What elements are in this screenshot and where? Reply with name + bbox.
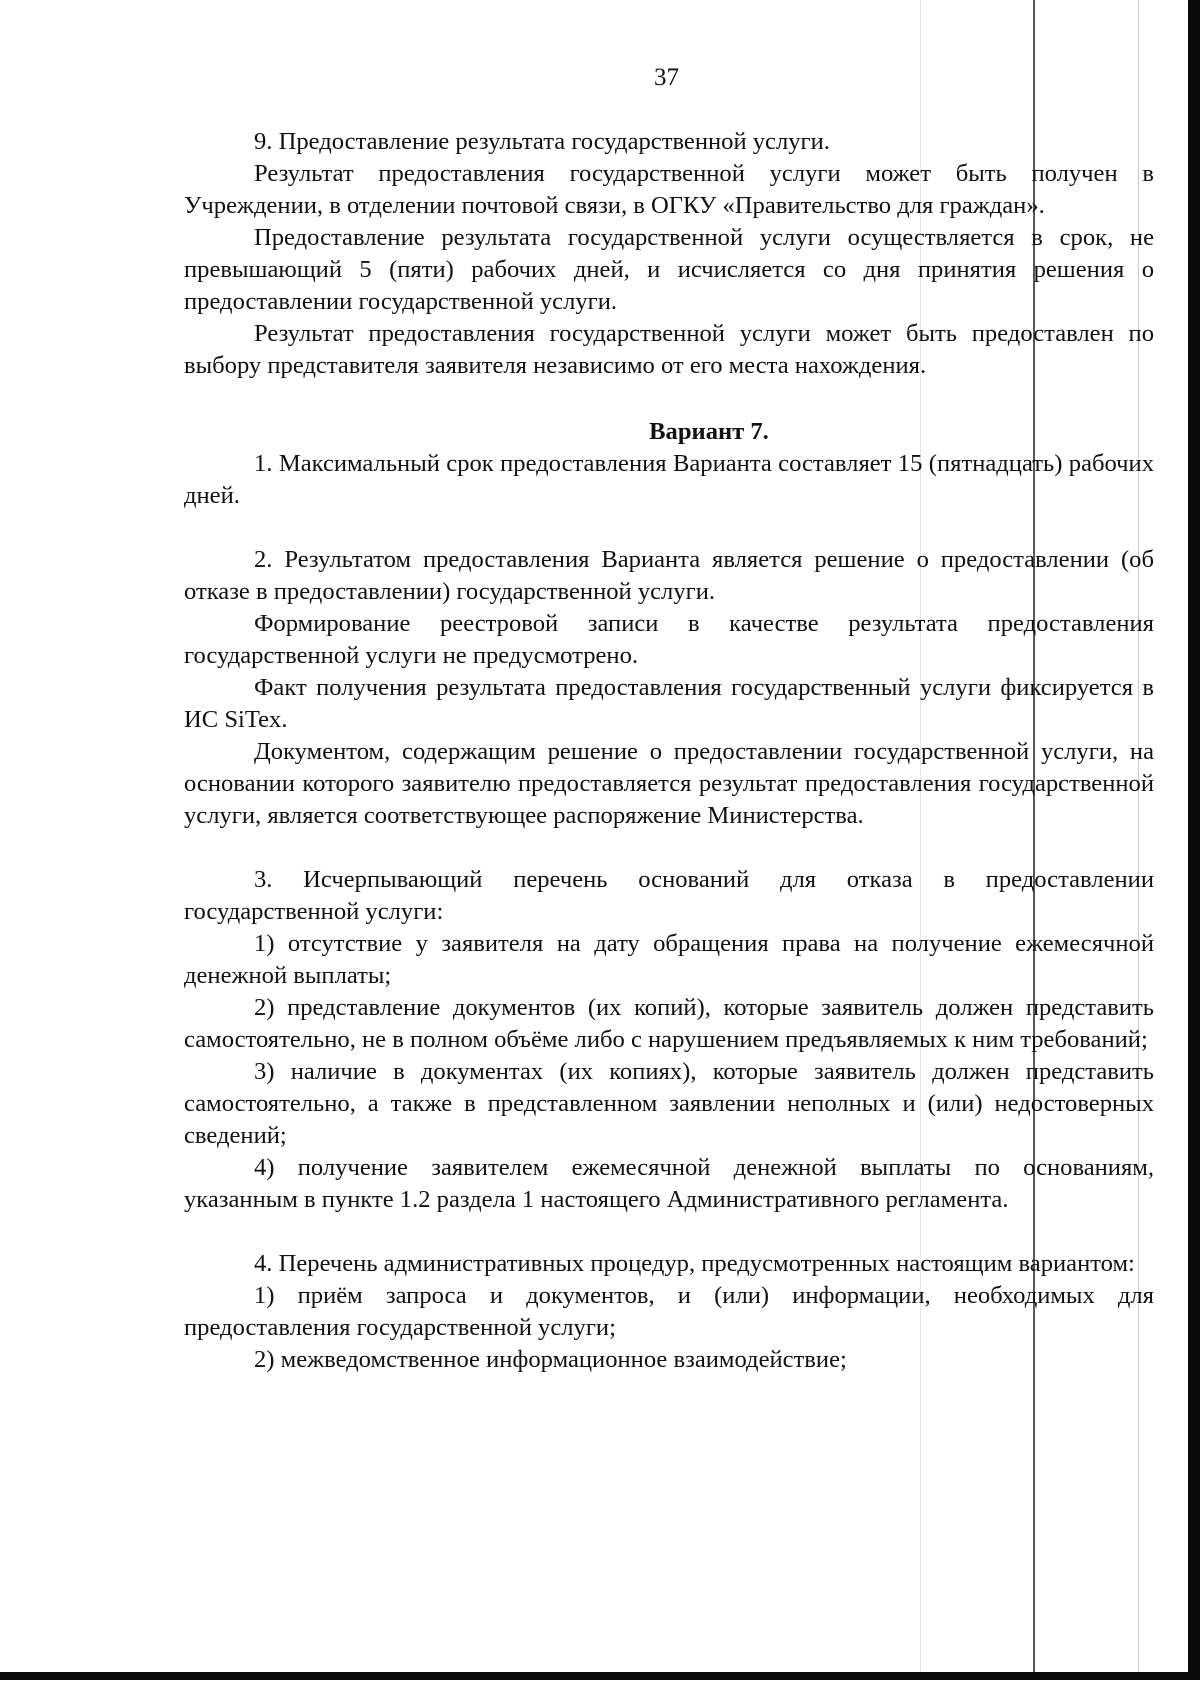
list-item: 2) межведомственное информационное взаимодействие; xyxy=(254,1346,847,1373)
list-item: 1) отсутствие у заявителя на дату обращения права на получение ежемесячной денежной выплаты; xyxy=(184,930,1154,989)
paragraph: Документом, содержащим решение о предоставлении государственной услуги, на основании которого заявителю предоставляется результат предоставления государственной услуги, является соответствующее распоряжение Министерства. xyxy=(184,738,1154,829)
variant-item-3: 3. Исчерпывающий перечень оснований для отказа в предоставлении государственной услуги: xyxy=(184,866,1154,925)
list-item: 4) получение заявителем ежемесячной денежной выплаты по основаниям, указанным в пункте 1.2 раздела 1 настоящего Административного регламента. xyxy=(184,1154,1154,1213)
document-body xyxy=(184,126,1154,1376)
list-item: 3) наличие в документах (их копиях), которые заявитель должен представить самостоятельно, а также в представленном заявлении неполных и (или) недостоверных сведений; xyxy=(184,1058,1154,1149)
scan-page-edge-bottom xyxy=(0,1672,1200,1705)
scan-page-edge-right xyxy=(1188,0,1200,1680)
list-item: 1) приём запроса и документов, и (или) информации, необходимых для предоставления государственной услуги; xyxy=(184,1282,1154,1341)
variant-heading: Вариант 7. xyxy=(649,418,769,445)
page-number: 37 xyxy=(654,64,679,91)
paragraph: Результат предоставления государственной услуги может быть предоставлен по выбору представителя заявителя независимо от его места нахождения. xyxy=(184,320,1154,379)
list-item: 2) представление документов (их копий), которые заявитель должен представить самостоятельно, не в полном объёме либо с нарушением предъявляемых к ним требований; xyxy=(184,994,1154,1053)
section-9-title: 9. Предоставление результата государственной услуги. xyxy=(254,128,830,155)
variant-item-1: 1. Максимальный срок предоставления Варианта составляет 15 (пятнадцать) рабочих дней. xyxy=(184,450,1154,509)
paragraph: Формирование реестровой записи в качестве результата предоставления государственной услуги не предусмотрено. xyxy=(184,610,1154,669)
variant-item-4: 4. Перечень административных процедур, предусмотренных настоящим вариантом: xyxy=(254,1250,1135,1277)
paragraph: Факт получения результата предоставления государственный услуги фиксируется в ИС SiTex. xyxy=(184,674,1154,733)
variant-item-2: 2. Результатом предоставления Варианта является решение о предоставлении (об отказе в предоставлении) государственной услуги. xyxy=(184,546,1154,605)
paragraph: Результат предоставления государственной услуги может быть получен в Учреждении, в отделении почтовой связи, в ОГКУ «Правительство для граждан». xyxy=(184,160,1154,219)
paragraph: Предоставление результата государственной услуги осуществляется в срок, не превышающий 5 (пяти) рабочих дней, и исчисляется со дня принятия решения о предоставлении государственной услуги. xyxy=(184,224,1154,315)
